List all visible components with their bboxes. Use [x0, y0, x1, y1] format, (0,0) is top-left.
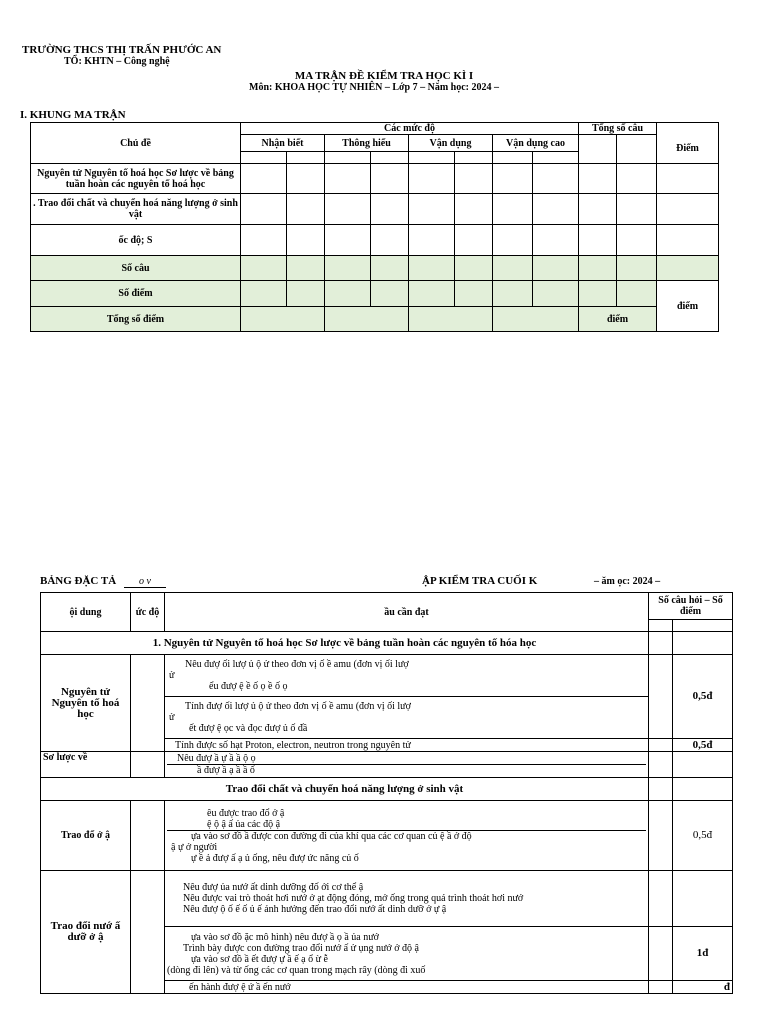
topic-row-3: ốc độ; S: [31, 225, 241, 256]
g2-b-line-3: ựa vào sơ đồ ặc mô hình) nêu đượ ầ ọ ầ ủa nướ: [191, 931, 379, 943]
g1-a-line-0: Nêu đượ ối lượ ủ ộ ử theo đơn vị ố ề amu (đơn vị ối lượ: [185, 659, 409, 670]
total-col-a: [579, 135, 617, 164]
level-understanding: Thông hiểu: [325, 135, 409, 152]
row-total-points: Tổng số điểm: [31, 307, 241, 332]
header-topic: Chủ đề: [31, 123, 241, 164]
spec-table: [40, 592, 733, 994]
document-title: MA TRẬN ĐỀ KIỂM TRA HỌC KÌ I: [294, 70, 474, 82]
g2-a-line-2: ựa vào sơ đồ ầ được con đường đi của khí qua các cơ quan củ ệ ầ ở độ: [191, 830, 472, 842]
topic-row-1: Nguyên tử Nguyên tố hoá học Sơ lược về bảng tuần hoàn các nguyên tố hoá học: [31, 164, 241, 194]
level-application: Vận dụng: [409, 135, 493, 152]
document-subtitle: Môn: KHOA HỌC TỰ NHIÊN – Lớp 7 – Năm học: 2024 –: [249, 82, 499, 93]
row-points: Số điểm: [31, 281, 241, 307]
spec-heading-left: BẢNG ĐẶC TẢ: [40, 575, 117, 587]
header-levels: Các mức độ: [241, 123, 579, 135]
spec-col-content: ội dung: [41, 593, 131, 632]
g2-a-score: 0,5đ: [673, 801, 733, 871]
g1-a-line-2: ểu đượ ệ ề ố ọ ề ố ọ: [209, 681, 288, 692]
school-name: TRƯỜNG THCS THỊ TRẤN PHƯỚC AN: [22, 44, 222, 56]
matrix-table: [30, 122, 719, 332]
g2-b-line-0: Nêu đượ ủa nướ ất dinh dưỡng đố ới cơ thể ậ: [183, 882, 364, 893]
spec-col-requirement: ầu cần đạt: [165, 593, 649, 632]
g1-b-line-1: ầ đượ ầ ạ ầ ầ ố: [197, 765, 255, 776]
g2-a-line-4: ự ề ả đượ ấ ạ ủ ống, nêu đượ ức năng củ ố: [191, 852, 359, 864]
group1-title: 1. Nguyên tử Nguyên tố hoá học Sơ lược về bảng tuần hoàn các nguyên tố hóa học: [41, 632, 649, 655]
g1-a-line-4: ử: [169, 712, 175, 723]
spec-col-level: ức độ: [131, 593, 165, 632]
g1-a-score-2: 0,5đ: [673, 739, 733, 752]
row-question-count: Số câu: [31, 256, 241, 281]
g1-a-line-5: ết đượ ệ ọc và đọc đượ ủ ố đầ: [189, 723, 308, 734]
g2-b-score: 1đ: [673, 927, 733, 981]
spec-heading-blank: o v: [124, 576, 166, 588]
topic-row-2: . Trao đổi chất và chuyển hoá năng lượng ở sinh vật: [31, 194, 241, 225]
spec-heading-year: – ăm ọc: 2024 –: [594, 576, 661, 587]
g2-topic-metabolism: Trao đổ ở ậ: [41, 801, 131, 871]
g2-b-line-5: ựa vào sơ đồ ầ ết đượ ự ầ ế ạ ổ ừ ễ: [191, 953, 328, 965]
department-name: TỔ: KHTN – Công nghệ: [64, 56, 170, 67]
g1-a-line-6: Tính được số hạt Proton, electron, neutron trong nguyên tử: [165, 739, 649, 752]
g1-a-score-1: 0,5đ: [673, 655, 733, 739]
header-total: Tổng số câu: [579, 123, 657, 135]
g2-b-line-6: (dòng đi lên) và từ ống các cơ quan trong mạch rây (dòng đi xuố: [167, 964, 426, 976]
total-points-cell: điểm: [579, 307, 657, 332]
g1-topic-atom: Nguyên tử Nguyên tố hoá học: [41, 655, 131, 752]
g2-topic-water: Trao đổi nướ ấ dưỡ ở ậ: [41, 871, 131, 994]
g2-b-line-4: Trình bày được con đường trao đổi nướ ấ ử ụng nướ ở độ ậ: [183, 942, 419, 954]
spec-heading-right: ẬP KIỂM TRA CUỐI K: [422, 575, 538, 587]
g2-a-line-1: ệ ộ ậ ấ ủa các độ ậ: [167, 819, 646, 831]
g2-a-line-3: ậ ự ở người: [171, 841, 218, 853]
level-recognition: Nhận biết: [241, 135, 325, 152]
g1-b-line-0: Nêu đượ ầ ự ầ ầ ộ ọ: [167, 753, 646, 765]
g1-a-line-1: ử: [169, 670, 175, 681]
section1-heading: I. KHUNG MA TRẬN: [20, 109, 126, 121]
total-col-b: [617, 135, 657, 164]
group2-title: Trao đổi chất và chuyển hoá năng lượng ở sinh vật: [41, 778, 649, 801]
header-score: Điểm: [657, 135, 719, 164]
spec-col-questions: Số câu hỏi – Số điểm: [649, 593, 733, 620]
total-score-cell: điểm: [657, 281, 719, 332]
g1-a-line-3: Tính đượ ối lượ ủ ộ ử theo đơn vị ố ề amu (đơn vị ối lượ: [185, 701, 411, 712]
g1-topic-periodic: Sơ lược về: [41, 752, 131, 778]
g2-b-line-2: Nêu đượ ộ ố ế ố ủ ế ảnh hưởng đến trao đổi nướ ất dinh dưỡ ở ự ậ: [183, 904, 447, 915]
level-high-application: Vận dụng cao: [493, 135, 579, 152]
g2-b-line-7: ến hành đượ ệ ứ ầ ến nướ: [165, 981, 649, 994]
g2-b-score-last: đ: [673, 981, 733, 994]
g2-a-line-0: êu được trao đổ ở ậ: [207, 807, 285, 819]
header-score-top: [657, 123, 719, 135]
g2-b-line-1: Nêu được vai trò thoát hơi nướ ở ạt động đóng, mở ống trong quá trình thoát hơi nướ: [183, 893, 524, 904]
